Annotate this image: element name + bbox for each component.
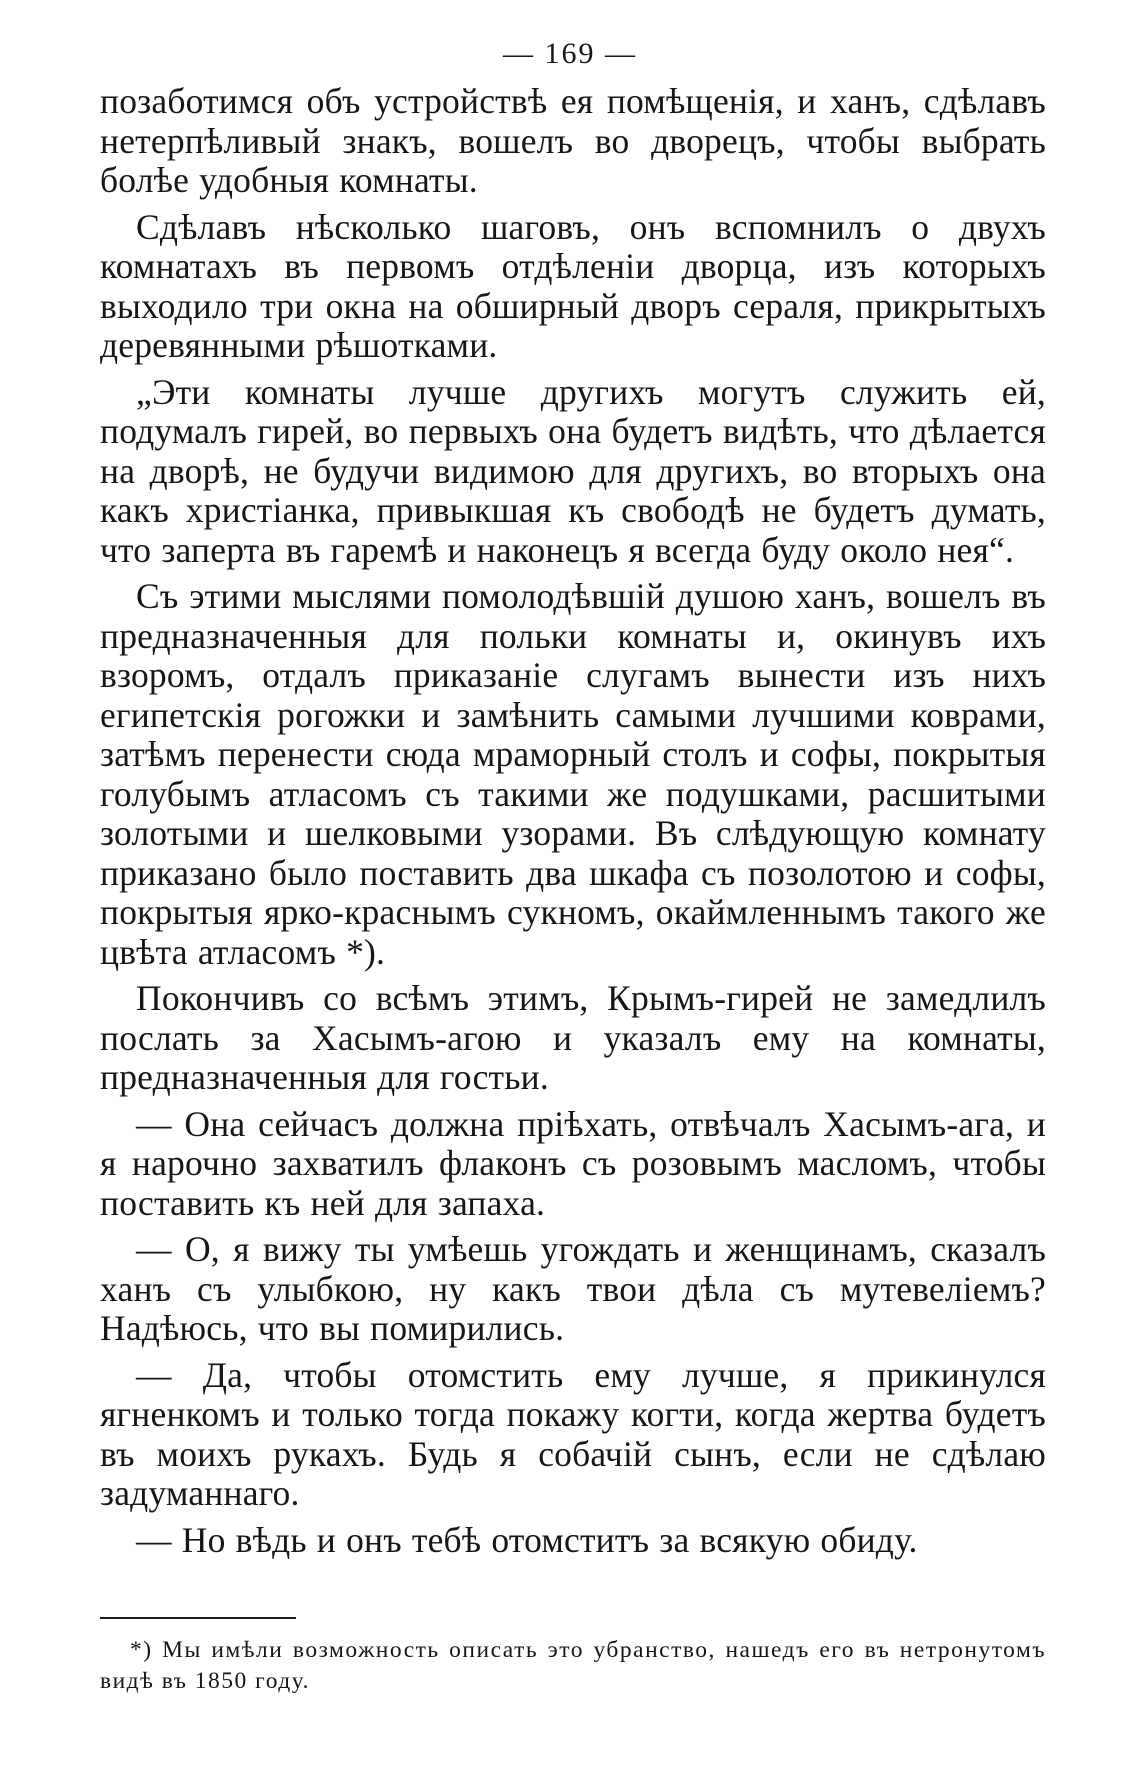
dialogue-line: — Да, чтобы отомстить ему лучше, я прикинулся ягненкомъ и только тогда покажу когти, когда жертва будетъ въ моихъ рукахъ. Будь я собачій сынъ, если не сдѣлаю задуманнаго. bbox=[100, 1354, 1046, 1513]
footnote: *) Мы имѣли возможность описать это убранство, нашедъ его въ нетронутомъ видѣ въ 1850 году. bbox=[100, 1637, 1046, 1694]
paragraph: Покончивъ со всѣмъ этимъ, Крымъ-гирей не замедлилъ послать за Хасымъ-агою и указалъ ему на комнаты, предназначенныя для гостьи. bbox=[100, 978, 1046, 1097]
paragraph-continued: позаботимся объ устройствѣ ея помѣщенія, и ханъ, сдѣлавъ нетерпѣливый знакъ, вошелъ во дворецъ, чтобы выбрать болѣе удобныя комнаты. bbox=[100, 81, 1046, 200]
page-number: — 169 — bbox=[503, 37, 637, 70]
paragraph-quote: „Эти комнаты лучше другихъ могутъ служить ей, подумалъ гирей, во первыхъ она будетъ видѣть, что дѣлается на дворѣ, не будучи видимою для другихъ, во вторыхъ она какъ христіанка, привыкшая къ свободѣ не будетъ думать, что заперта въ гаремѣ и наконецъ я всегда буду около нея“. bbox=[100, 371, 1046, 570]
body-text bbox=[100, 82, 1046, 1567]
paragraph: Сдѣлавъ нѣсколько шаговъ, онъ вспомнилъ о двухъ комнатахъ въ первомъ отдѣленіи дворца, изъ которыхъ выходило три окна на обширный дворъ сераля, прикрытыхъ деревянными рѣшотками. bbox=[100, 206, 1046, 365]
paragraph: Съ этими мыслями помолодѣвшій душою ханъ, вошелъ въ предназначенныя для польки комнаты и, окинувъ ихъ взоромъ, отдалъ приказаніе слугамъ вынести изъ нихъ египетскія рогожки и замѣнить самыми лучшими коврами, затѣмъ перенести сюда мраморный столъ и софы, покрытыя голубымъ атласомъ съ такими же подушками, расшитыми золотыми и шелковыми узорами. Въ слѣдующую комнату приказано было поставить два шкафа съ позолотою и софы, покрытыя ярко-краснымъ сукномъ, окаймленнымъ такого же цвѣта атласомъ *). bbox=[100, 576, 1046, 972]
dialogue-line: — Она сейчасъ должна пріѣхать, отвѣчалъ Хасымъ-ага, и я нарочно захватилъ флаконъ съ розовымъ масломъ, чтобы поставить къ ней для запаха. bbox=[100, 1103, 1046, 1223]
footnote-divider bbox=[100, 1617, 296, 1619]
dialogue-line: — О, я вижу ты умѣешь угождать и женщинамъ, сказалъ ханъ съ улыбкою, ну какъ твои дѣла съ мутевеліемъ? Надѣюсь, что вы помирились. bbox=[100, 1229, 1046, 1348]
dialogue-line: — Но вѣдь и онъ тебѣ отомститъ за всякую обиду. bbox=[136, 1519, 918, 1560]
